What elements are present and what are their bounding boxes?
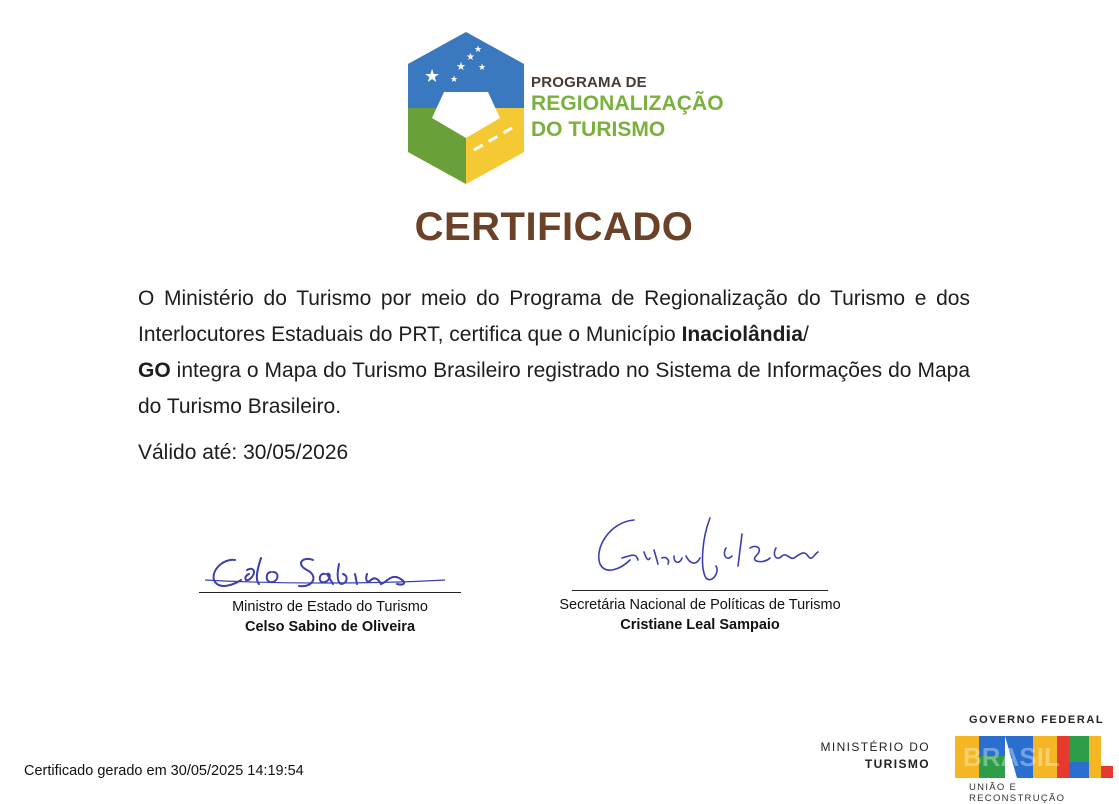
signature-role-minister: Ministro de Estado do Turismo bbox=[232, 599, 428, 615]
svg-text:★: ★ bbox=[466, 52, 475, 63]
brasil-wordmark bbox=[955, 732, 1113, 782]
brasil-word: BRASIL bbox=[963, 742, 1060, 772]
body-part-2: integra o Mapa do Turismo Brasileiro registrado no Sistema de Informações do Mapa do Turismo Brasileiro. bbox=[138, 359, 970, 418]
signature-line-secretary bbox=[572, 590, 828, 591]
signature-block-secretary bbox=[530, 508, 870, 635]
government-tagline: UNIÃO E RECONSTRUÇÃO bbox=[969, 782, 1066, 804]
logo-line-2: REGIONALIZAÇÃO bbox=[531, 92, 724, 115]
certificate-title: CERTIFICADO bbox=[414, 205, 694, 249]
government-label: GOVERNO FEDERAL bbox=[969, 714, 1105, 726]
signature-name-secretary: Cristiane Leal Sampaio bbox=[620, 617, 780, 633]
svg-text:★: ★ bbox=[450, 74, 459, 84]
program-logo bbox=[404, 30, 724, 188]
state-code: GO bbox=[138, 359, 171, 382]
svg-text:★: ★ bbox=[474, 44, 483, 54]
body-slash: / bbox=[802, 323, 809, 346]
logo-line-3: DO TURISMO bbox=[531, 118, 666, 141]
svg-text:★: ★ bbox=[478, 62, 487, 72]
program-logo-emblem bbox=[404, 30, 529, 188]
signature-block-minister bbox=[190, 540, 470, 637]
certificate-body bbox=[138, 281, 970, 425]
logo-line-1: PROGRAMA DE bbox=[531, 74, 647, 91]
signature-name-minister: Celso Sabino de Oliveira bbox=[244, 619, 416, 635]
valid-until: Válido até: 30/05/2026 bbox=[138, 441, 349, 464]
signature-image-minister bbox=[195, 540, 465, 592]
svg-text:★: ★ bbox=[424, 66, 441, 86]
body-part-1: O Ministério do Turismo por meio do Programa de Regionalização do Turismo e dos Interlocutores Estaduais do PRT, certifica que o Município bbox=[138, 287, 970, 346]
signature-line-minister bbox=[199, 592, 461, 593]
ministry-line-1: MINISTÉRIO DO bbox=[820, 740, 930, 754]
municipality-name: Inaciolândia bbox=[681, 323, 803, 346]
ministry-logo bbox=[805, 739, 930, 773]
signature-image-secretary bbox=[550, 508, 850, 590]
government-logo bbox=[955, 712, 1113, 804]
signature-role-secretary: Secretária Nacional de Políticas de Turismo bbox=[559, 597, 841, 613]
generated-timestamp: Certificado gerado em 30/05/2025 14:19:54 bbox=[24, 763, 304, 779]
svg-text:★: ★ bbox=[456, 61, 466, 73]
ministry-line-2: TURISMO bbox=[864, 757, 930, 771]
